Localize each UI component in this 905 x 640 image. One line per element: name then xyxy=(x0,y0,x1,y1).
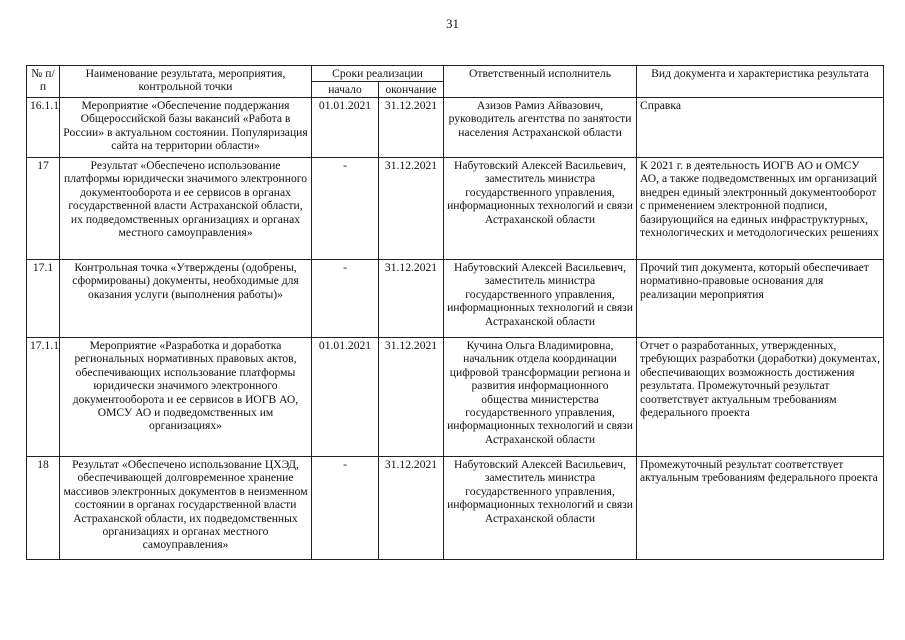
row-document: Справка xyxy=(637,98,884,158)
header-start: начало xyxy=(312,82,379,98)
row-responsible: Набутовский Алексей Васильевич, заместитель министра государственного управления, информационных технологий и связи Астраханской области xyxy=(444,457,637,560)
row-name: Мероприятие «Обеспечение поддержания Общероссийской базы вакансий «Работа в России» в актуальном состоянии. Популяризация сайта на территории области» xyxy=(60,98,312,158)
row-responsible: Набутовский Алексей Васильевич, заместитель министра государственного управления, информационных технологий и связи Астраханской области xyxy=(444,260,637,338)
row-responsible: Азизов Рамиз Айвазович, руководитель агентства по занятости населения Астраханской области xyxy=(444,98,637,158)
row-end: 31.12.2021 xyxy=(379,457,444,560)
row-document: Промежуточный результат соответствует актуальным требованиям федерального проекта xyxy=(637,457,884,560)
row-start: - xyxy=(312,260,379,338)
header-name: Наименование результата, мероприятия, контрольной точки xyxy=(60,66,312,98)
row-name: Результат «Обеспечено использование ЦХЭД, обеспечивающей долговременное хранение массивов электронных документов в неизменном состоянии в органах государственной власти Астраханской области, их подведомственных организациях и органах местного самоуправления» xyxy=(60,457,312,560)
header-end: окончание xyxy=(379,82,444,98)
table-row xyxy=(27,98,884,158)
row-start: 01.01.2021 xyxy=(312,338,379,457)
row-name: Результат «Обеспечено использование платформы юридически значимого электронного документооборота и ее сервисов в органах государственной власти Астраханской области, их подведомственных организациях и органах местного самоуправления» xyxy=(60,158,312,260)
table-header-row xyxy=(27,66,884,82)
row-num: 17 xyxy=(27,158,60,260)
header-responsible: Ответственный исполнитель xyxy=(444,66,637,98)
header-document: Вид документа и характеристика результата xyxy=(637,66,884,98)
row-name: Контрольная точка «Утверждены (одобрены, сформированы) документы, необходимые для оказания услуги (выполнения работы)» xyxy=(60,260,312,338)
row-start: - xyxy=(312,457,379,560)
row-num: 17.1.1 xyxy=(27,338,60,457)
row-end: 31.12.2021 xyxy=(379,158,444,260)
row-start: 01.01.2021 xyxy=(312,98,379,158)
row-num: 16.1.1 xyxy=(27,98,60,158)
page-number: 31 xyxy=(446,16,459,31)
table-row xyxy=(27,457,884,560)
table-row xyxy=(27,338,884,457)
row-num: 17.1 xyxy=(27,260,60,338)
row-num: 18 xyxy=(27,457,60,560)
table-row xyxy=(27,260,884,338)
row-end: 31.12.2021 xyxy=(379,338,444,457)
table-row xyxy=(27,158,884,260)
row-responsible: Кучина Ольга Владимировна, начальник отдела координации цифровой трансформации региона и развития информационного общества министерства государственного управления, информационных технологий и связи Астраханской области xyxy=(444,338,637,457)
row-responsible: Набутовский Алексей Васильевич, заместитель министра государственного управления, информационных технологий и связи Астраханской области xyxy=(444,158,637,260)
row-name: Мероприятие «Разработка и доработка региональных нормативных правовых актов, обеспечивающих использование платформы юридически значимого электронного документооборота и ее сервисов в ИОГВ АО, ОМСУ АО и подведомственных им организациях» xyxy=(60,338,312,457)
row-end: 31.12.2021 xyxy=(379,98,444,158)
implementation-plan-table xyxy=(26,65,884,560)
row-document: Прочий тип документа, который обеспечивает нормативно-правовые основания для реализации мероприятия xyxy=(637,260,884,338)
row-document: К 2021 г. в деятельность ИОГВ АО и ОМСУ АО, а также подведомственных им организаций внедрен единый электронный документооборот с применением электронной подписи, базирующийся на единых инфраструктурных, технологических и методологических решениях xyxy=(637,158,884,260)
header-num: № п/п xyxy=(27,66,60,98)
row-document: Отчет о разработанных, утвержденных, требующих разработки (доработки) документах, обеспечивающих возможность достижения результата. Промежуточный результат соответствует актуальным требованиям федерального проекта xyxy=(637,338,884,457)
row-end: 31.12.2021 xyxy=(379,260,444,338)
row-start: - xyxy=(312,158,379,260)
header-dates-group: Сроки реализации xyxy=(312,66,444,82)
